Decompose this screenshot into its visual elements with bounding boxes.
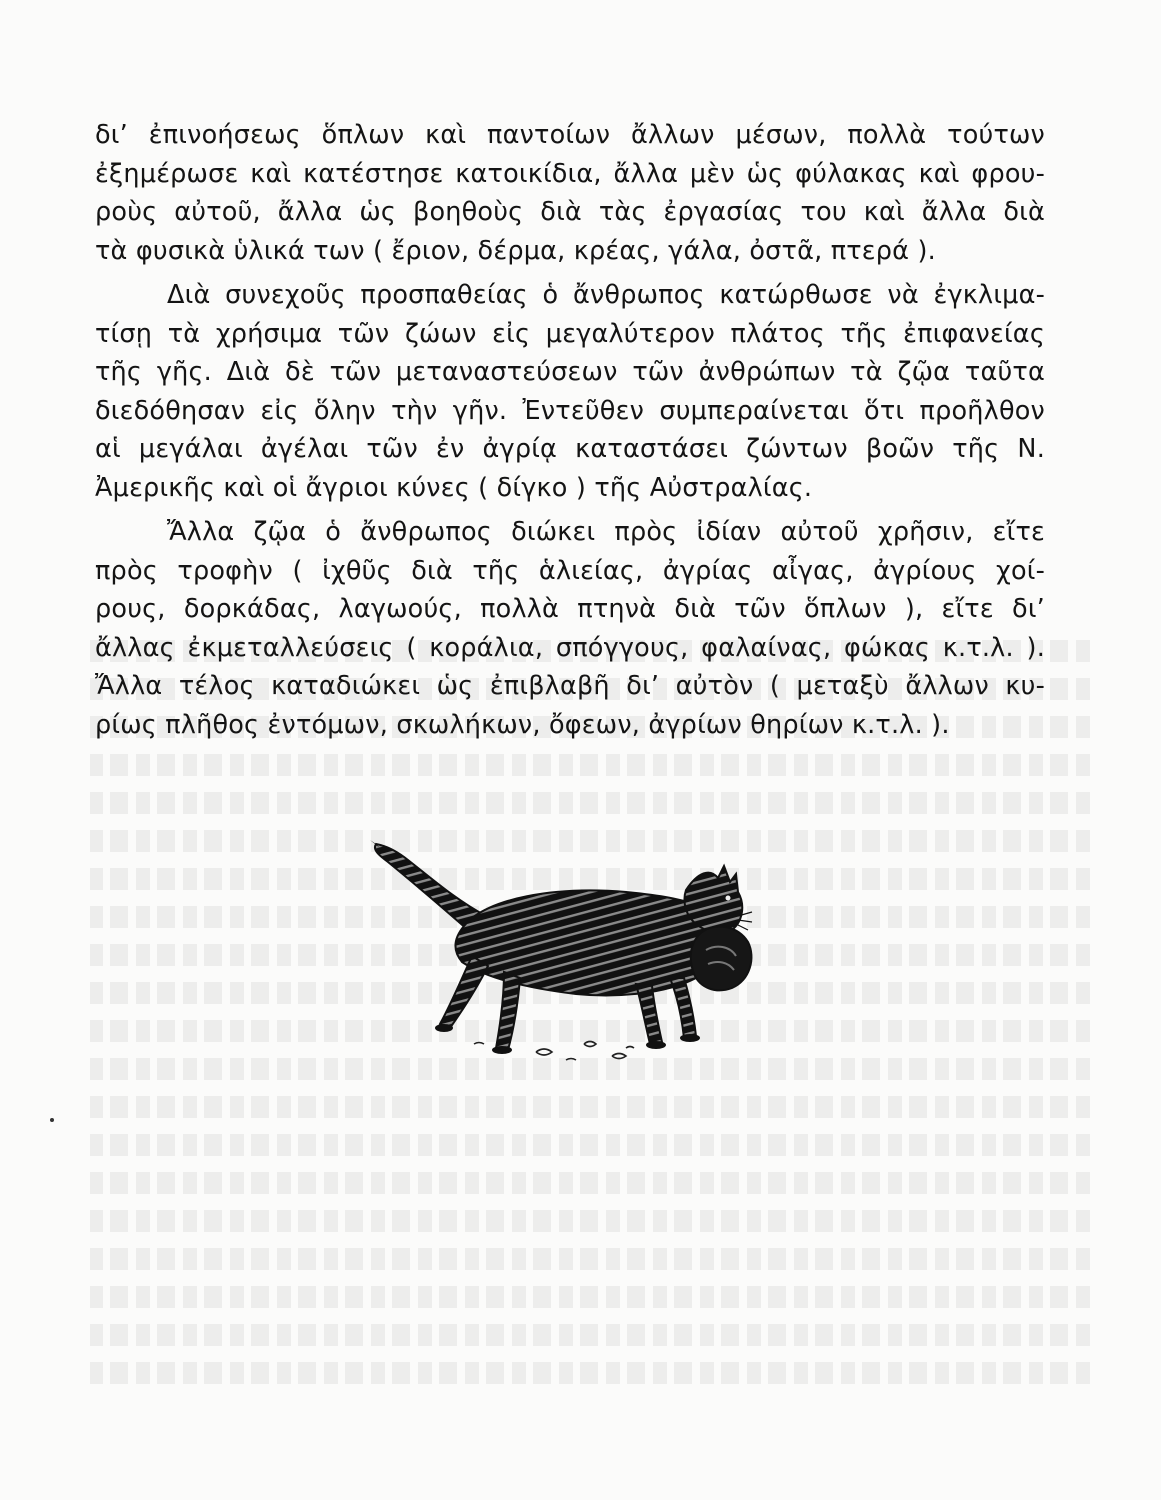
text-line: ἐξημέρωσε καὶ κατέστησε κατοικίδια, ἄλλα μὲν ὡς φύλακας καὶ φρου- [95, 158, 1045, 189]
text-line: Ἄλλα ζῷα ὁ ἄνθρωπος διώκει πρὸς ἰδίαν αὐτοῦ χρῆσιν, εἴτε [167, 517, 1045, 547]
text-line: ρίως πλῆθος ἐντόμων, σκωλήκων, ὄφεων, ἀγρίων θηρίων κ.τ.λ. ). [95, 709, 950, 740]
text-line: ἄλλας ἐκμεταλλεύσεις ( κοράλια, σπόγγους, φαλαίνας, φώκας κ.τ.λ. ). [95, 632, 1045, 663]
text-line: αἱ μεγάλαι ἀγέλαι τῶν ἐν ἀγρίᾳ καταστάσει ζώντων βοῶν τῆς Ν. [95, 434, 1045, 464]
text-line: ρους, δορκάδας, λαγωούς, πολλὰ πτηνὰ διὰ τῶν ὅπλων ), εἴτε δι’ [95, 594, 1045, 624]
text-line: τῆς γῆς. Διὰ δὲ τῶν μεταναστεύσεων τῶν ἀνθρώπων τὰ ζῷα ταῦτα [95, 357, 1045, 387]
cat-carrying-kitten-illustration [336, 838, 756, 1070]
text-line: τὰ φυσικὰ ὑλικά των ( ἔριον, δέρμα, κρέας, γάλα, ὀστᾶ, πτερά ). [95, 235, 936, 266]
text-line: πρὸς τροφὴν ( ἰχθῦς διὰ τῆς ἁλιείας, ἀγρίας αἶγας, ἀγρίους χοί- [95, 555, 1045, 586]
cat-leg [670, 978, 696, 1038]
text-line: ροὺς αὐτοῦ, ἄλλα ὡς βοηθοὺς διὰ τὰς ἐργασίας του καὶ ἄλλα διὰ [95, 197, 1045, 227]
text-line: Διὰ συνεχοῦς προσπαθείας ὁ ἄνθρωπος κατώρθωσε νὰ ἐγκλιμα- [167, 280, 1045, 310]
text-line: δι’ ἐπινοήσεως ὅπλων καὶ παντοίων ἄλλων μέσων, πολλὰ τούτων [95, 120, 1045, 150]
cat-leg [636, 984, 662, 1044]
cat-tail [375, 844, 486, 930]
cat-leg [496, 972, 520, 1050]
ink-speck [50, 1118, 54, 1122]
text-line: Ἀμερικῆς καὶ οἱ ἄγριοι κύνες ( δίγκο ) τῆς Αὐστραλίας. [95, 472, 813, 503]
body-text [95, 116, 1045, 744]
cat-leg [440, 956, 488, 1028]
text-line: διεδόθησαν εἰς ὅλην τὴν γῆν. Ἐντεῦθεν συμπεραίνεται ὅτι προῆλθον [95, 395, 1045, 426]
text-line: τίσῃ τὰ χρήσιμα τῶν ζώων εἰς μεγαλύτερον πλάτος τῆς ἐπιφανείας [95, 318, 1045, 349]
text-line: Ἄλλα τέλος καταδιώκει ὡς ἐπιβλαβῆ δι’ αὐτὸν ( μεταξὺ ἄλλων κυ- [95, 671, 1045, 701]
kitten [691, 927, 752, 991]
